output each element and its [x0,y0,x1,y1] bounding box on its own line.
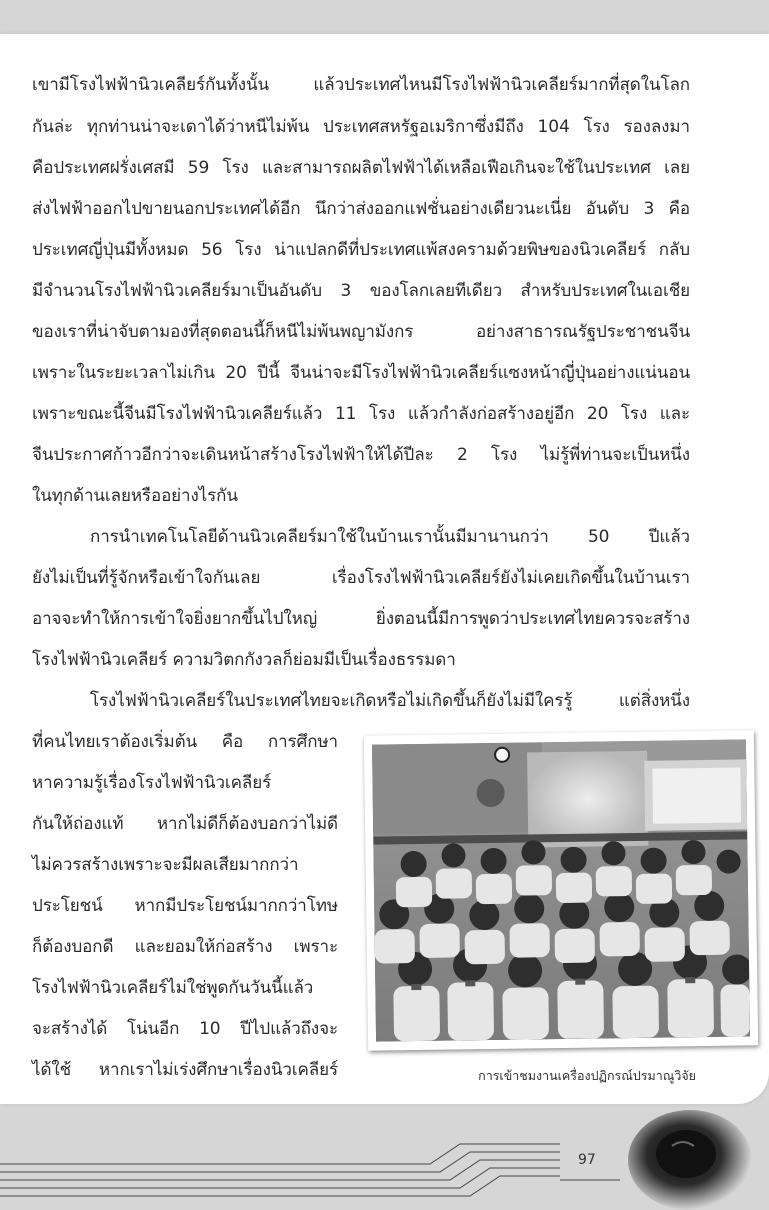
p3-line [32,771,338,795]
p1-line [32,156,690,180]
p2-line: โรงไฟฟ้านิวเคลียร์ ความวิตกกังวลก็ย่อมมีเป็นเรื่องธรรมดา [32,650,456,670]
p3-line [32,976,338,1000]
word: แล้วกำลังก่อสร้างอยู่อีก [407,404,575,424]
exhibition-photo [372,739,750,1041]
word: โรง [222,158,249,178]
word: คือ [668,199,690,219]
word: 104 [537,117,570,137]
word: ประเทศสหรัฐอเมริกาซึ่งมีถึง [323,117,524,137]
p3-line [32,894,338,918]
p1-line [32,402,690,426]
word: 50 [587,527,610,547]
word: โรง [369,404,396,424]
word: ยังไม่เป็นที่รู้จักหรือเข้าใจกันเลย [32,568,261,588]
word: เพราะ [293,937,338,957]
word: รองลงมา [623,117,690,137]
word: ทุกท่านน่าจะเดาได้ว่าหนีไม่พ้น [86,117,310,137]
word: แล้วประเทศไหนมีโรงไฟฟ้านิวเคลียร์มากที่สุดในโลก [313,75,690,95]
word: 2 [456,445,468,465]
word: โรง [620,404,648,424]
students-visiting-exhibition-image [372,739,750,1041]
p1-line: ในทุกด้านเลยหรืออย่างไรกัน [32,486,238,506]
word: โรง [235,240,262,260]
p2-line [90,525,690,549]
word: ปีนี้ [257,363,280,383]
word: ประเทศญี่ปุ่นมีทั้งหมด [32,240,189,260]
photo-frame [364,730,758,1050]
word: และยอมให้ก่อสร้าง [134,937,273,957]
word: โรงไฟฟ้านิวเคลียร์ในประเทศไทยจะเกิดหรือไม่เกิดขึ้นก็ยังไม่มีใครรู้ [90,691,573,711]
word: ที่คนไทยเราต้องเริ่มต้น [32,732,198,752]
p1-line [32,279,690,303]
word: ปีแล้ว [648,527,690,547]
word: ปีไปแล้วถึงจะ [240,1019,338,1039]
word: 3 [340,281,352,301]
word: ของเราที่น่าจับตามองที่สุดตอนนี้ก็หนีไม่พ้นพญามังกร [32,322,414,342]
word: ก็ต้องบอกดี [32,937,114,957]
word: จีนประกาศก้าวอีกว่าจะเดินหน้าสร้างโรงไฟฟ้าให้ได้ปีละ [32,445,434,465]
word: อันดับ [585,199,630,219]
word: การนำเทคโนโลยีด้านนิวเคลียร์มาใช้ในบ้านเรานั้นมีมานานกว่า [90,527,549,547]
word: อาจจะทำให้การเข้าใจยิ่งยากขึ้นไปใหญ่ [32,609,318,629]
word: ไม่ควรสร้างเพราะจะมีผลเสียมากกว่า [32,855,299,875]
p3-line [32,1058,338,1082]
word: 3 [643,199,655,219]
word: หากเราไม่เร่งศึกษาเรื่องนิวเคลียร์ [98,1060,338,1080]
word: 59 [187,158,210,178]
word: โรง [490,445,518,465]
p1-line [32,320,690,344]
word: โน่นอีก [126,1019,180,1039]
p1-line [32,443,690,467]
word: และสามารถผลิตไฟฟ้าได้เหลือเฟือเกินจะใช้ในประเทศ [261,158,651,178]
p3-line [90,689,690,713]
word: โรง [583,117,610,137]
word: กันล่ะ [32,117,74,137]
word: กันให้ถ่องแท้ [32,814,124,834]
word: จีนน่าจะมีโรงไฟฟ้านิวเคลียร์แซงหน้าญี่ปุ่นอย่างแน่นอน [290,363,690,383]
p2-line [32,607,690,631]
photo-caption: การเข้าชมงานเครื่องปฏิกรณ์ปรมาณูวิจัย [478,1068,696,1083]
word: และ [659,404,690,424]
word: ยิ่งตอนนี้มีการพูดว่าประเทศไทยควรจะสร้าง [375,609,690,629]
word: 20 [225,363,247,383]
word: โรงไฟฟ้านิวเคลียร์ไม่ใช่พูดกันวันนี้แล้ว [32,978,314,998]
word: ประโยชน์ [32,896,103,916]
word: เพราะขณะนี้จีนมีโรงไฟฟ้านิวเคลียร์แล้ว [32,404,323,424]
word: ได้ใช้ [32,1060,72,1080]
p1-line [32,115,690,139]
word: ส่งไฟฟ้าออกไปขายนอกประเทศได้อีก [32,199,301,219]
page-number: 97 [578,1152,596,1168]
word: หาความรู้เรื่องโรงไฟฟ้านิวเคลียร์ [32,773,272,793]
word: นึกว่าส่งออกแฟชั่นอย่างเดียวนะเนี่ย [314,199,572,219]
word: ไม่รู้พี่ท่านจะเป็นหนึ่ง [540,445,690,465]
word: อย่างสาธารณรัฐประชาชนจีน [475,322,690,342]
word: 11 [334,404,357,424]
footer-circuit-decoration [0,1104,769,1210]
p3-line [32,935,338,959]
word: แต่สิ่งหนึ่ง [618,691,690,711]
p3-line [32,1017,338,1041]
word: การศึกษา [267,732,338,752]
p1-line [32,361,690,385]
word: 20 [586,404,609,424]
p1-line [32,238,690,262]
word: 56 [201,240,223,260]
p3-line [32,812,338,836]
word: คือประเทศฝรั่งเศสมี [32,158,175,178]
p2-line [32,566,690,590]
word: 10 [199,1019,221,1039]
word: หากมีประโยชน์มากกว่าโทษ [134,896,338,916]
word: เรื่องโรงไฟฟ้านิวเคลียร์ยังไม่เคยเกิดขึ้นในบ้านเรา [331,568,690,588]
word: เพราะในระยะเวลาไม่เกิน [32,363,215,383]
word: กลับ [658,240,690,260]
p3-line [32,853,338,877]
word: มีจำนวนโรงไฟฟ้านิวเคลียร์มาเป็นอันดับ [32,281,322,301]
word: เลย [664,158,690,178]
word: จะสร้างได้ [32,1019,108,1039]
p1-line [32,197,690,221]
p3-line [32,730,338,754]
p1-line [32,73,690,97]
word: น่าแปลกดีที่ประเทศแพ้สงครามด้วยพิษของนิวเคลียร์ [274,240,647,260]
word: สำหรับประเทศในเอเชีย [520,281,690,301]
word: ของโลกเลยทีเดียว [369,281,503,301]
word: คือ [221,732,244,752]
word: เขามีโรงไฟฟ้านิวเคลียร์กันทั้งนั้น [32,75,270,95]
word: หากไม่ดีก็ต้องบอกว่าไม่ดี [156,814,338,834]
